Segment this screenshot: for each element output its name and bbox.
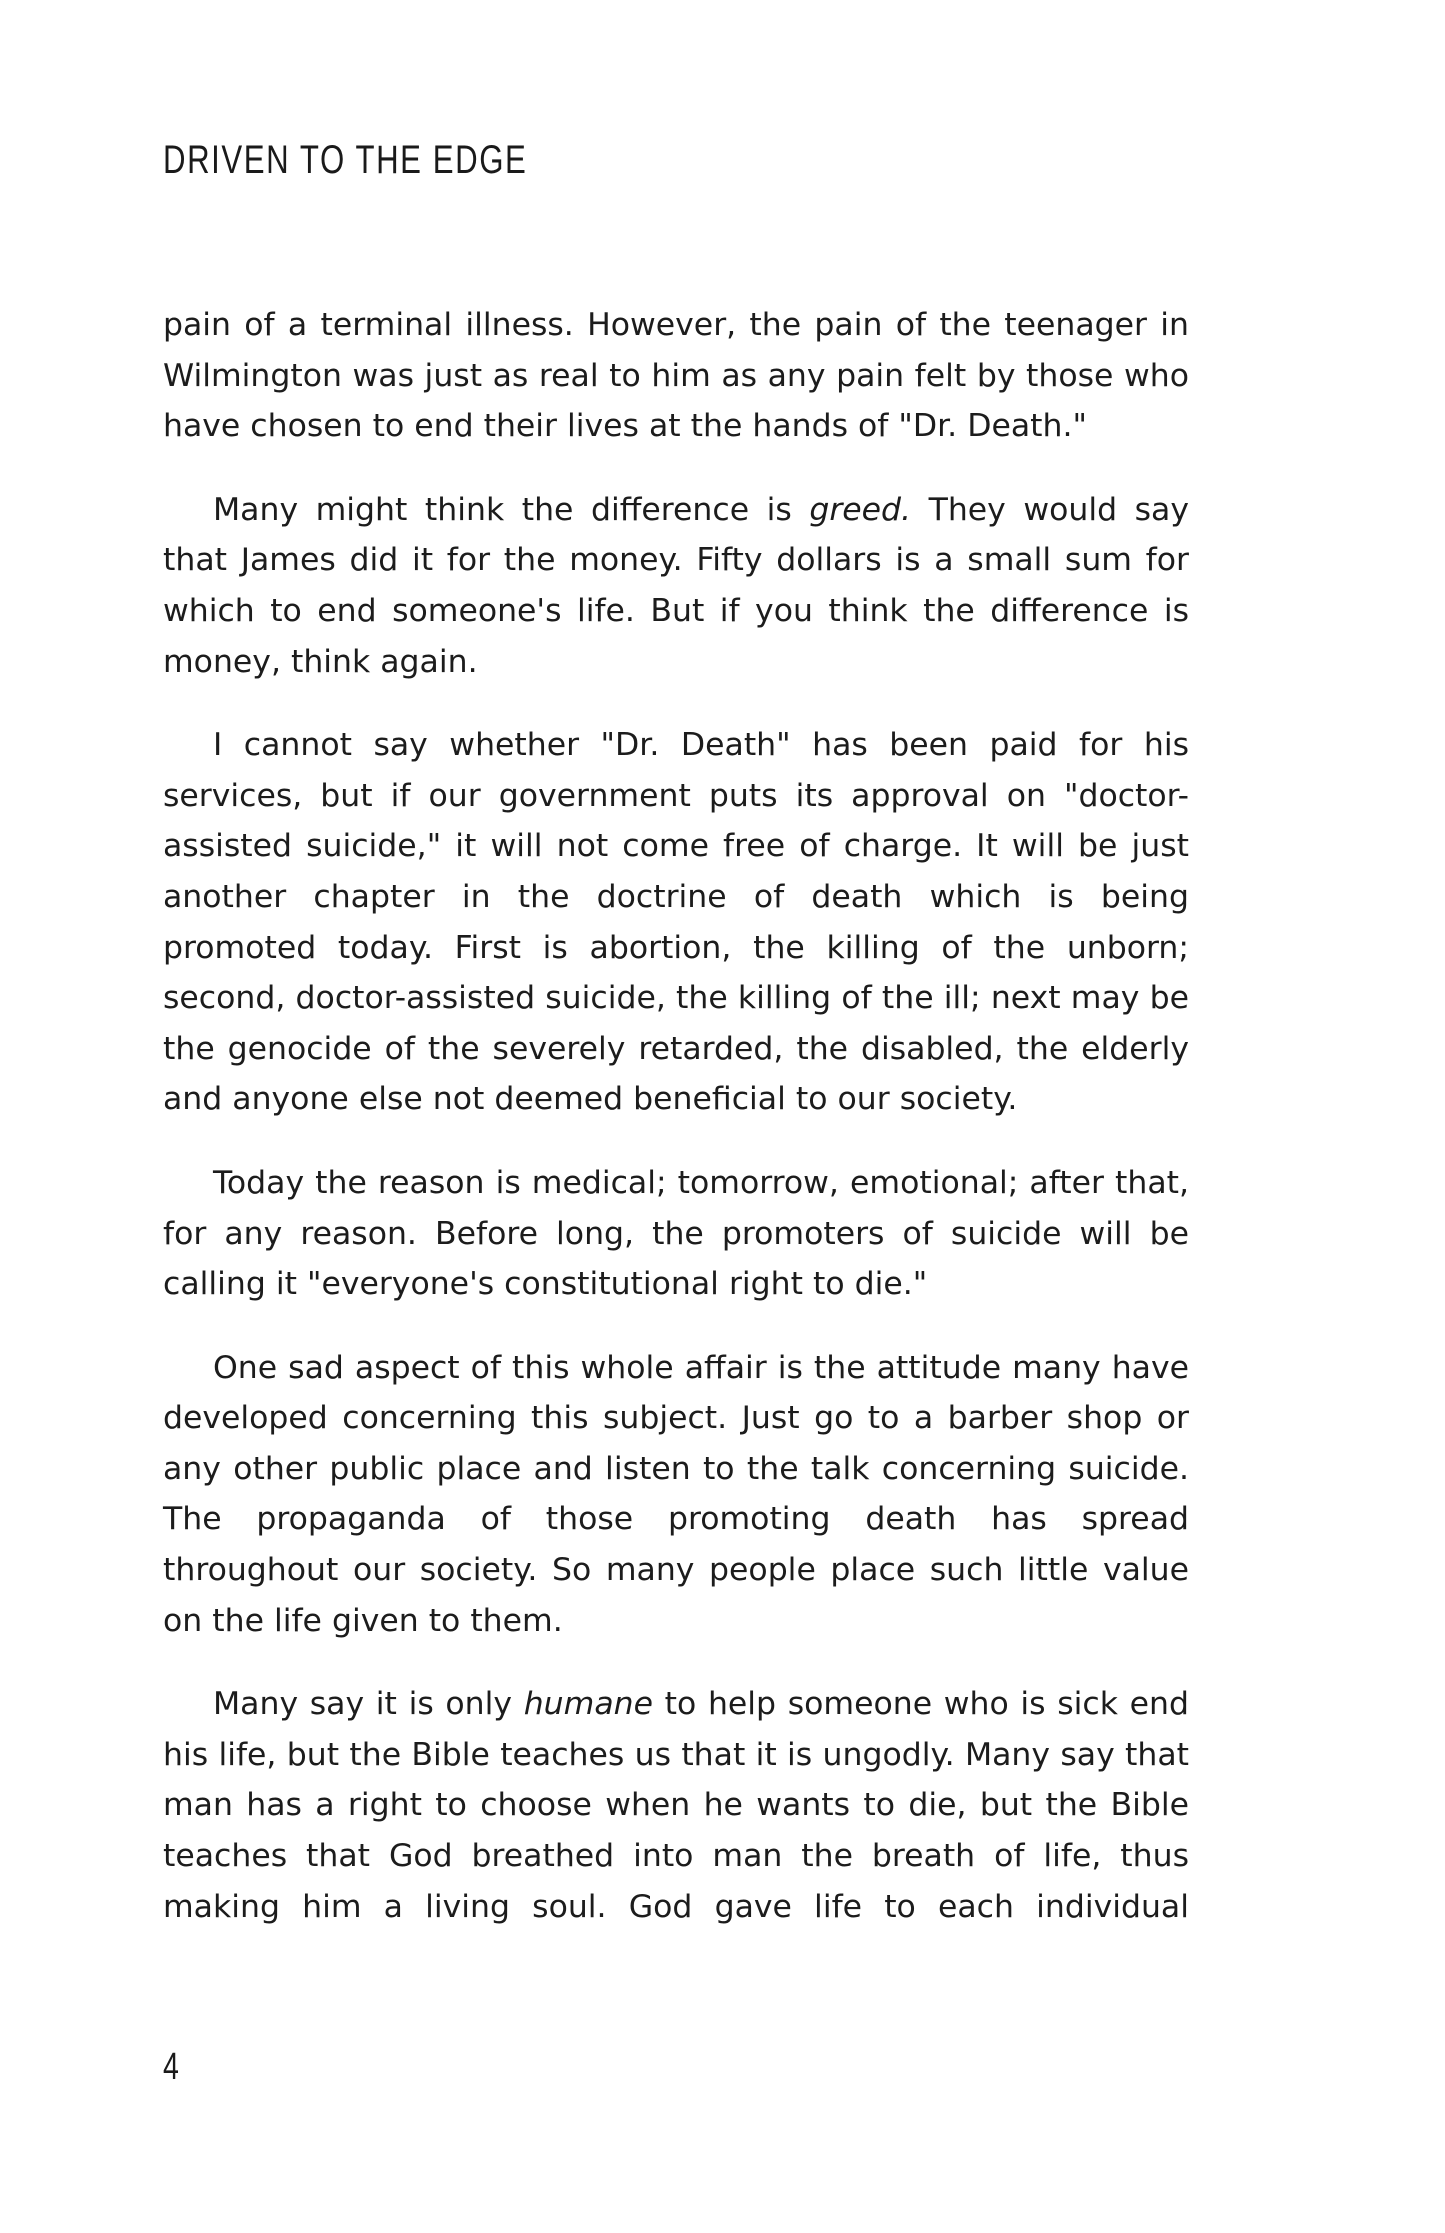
- text-segment: One sad aspect of this whole affair is the attitude many have developed concerning this subject. Just go to a barber shop or any other public place and listen to the talk concerning suicide. The propaganda of those promoting death has spread throughout our society. So many people place such little value on the life given to them.: [163, 1349, 1189, 1639]
- paragraph: [163, 1679, 1189, 1932]
- text-segment: Many might think the difference is: [213, 491, 810, 528]
- text-segment: to help someone who is sick end his life, but the Bible teaches us that it is ungodly. Many say that man has a right to choose when he wants to die, but the Bible teaches that God breathed into man the breath of life, thus making him a living soul. God gave life to each individual: [163, 1686, 1190, 1925]
- running-head: DRIVEN TO THE EDGE: [163, 138, 528, 182]
- paragraph: [163, 720, 1189, 1125]
- page-number: 4: [163, 2046, 179, 2088]
- text-segment: They would say that James did it for the money. Fifty dollars is a small sum for which to end someone's life. But if you think the difference is money, think again.: [163, 491, 1189, 680]
- paragraph: [163, 300, 1189, 452]
- body-text: [163, 300, 1189, 1932]
- text-segment: Many say it is only: [213, 1686, 524, 1723]
- paragraph: [163, 1343, 1189, 1647]
- text-segment: Today the reason is medical; tomorrow, emotional; after that, for any reason. Before long, the promoters of suicide will be calling it "everyone's constitutional right to die.": [163, 1164, 1189, 1303]
- italic-segment: greed.: [809, 491, 912, 528]
- paragraph: [163, 485, 1189, 687]
- text-segment: I cannot say whether "Dr. Death" has been paid for his services, but if our government puts its approval on "doctor-assisted suicide," it will not come free of charge. It will be just another chapter in the doctrine of death which is being promoted today. First is abortion, the killing of the unborn; second, doctor-assisted suicide, the killing of the ill; next may be the genocide of the severely retarded, the disabled, the elderly and anyone else not deemed beneficial to our society.: [163, 727, 1189, 1118]
- italic-segment: humane: [523, 1686, 653, 1723]
- text-segment: pain of a terminal illness. However, the pain of the teenager in Wilmington was just as real to him as any pain felt by those who have chosen to end their lives at the hands of "Dr. Death.": [163, 307, 1189, 445]
- paragraph: [163, 1158, 1189, 1310]
